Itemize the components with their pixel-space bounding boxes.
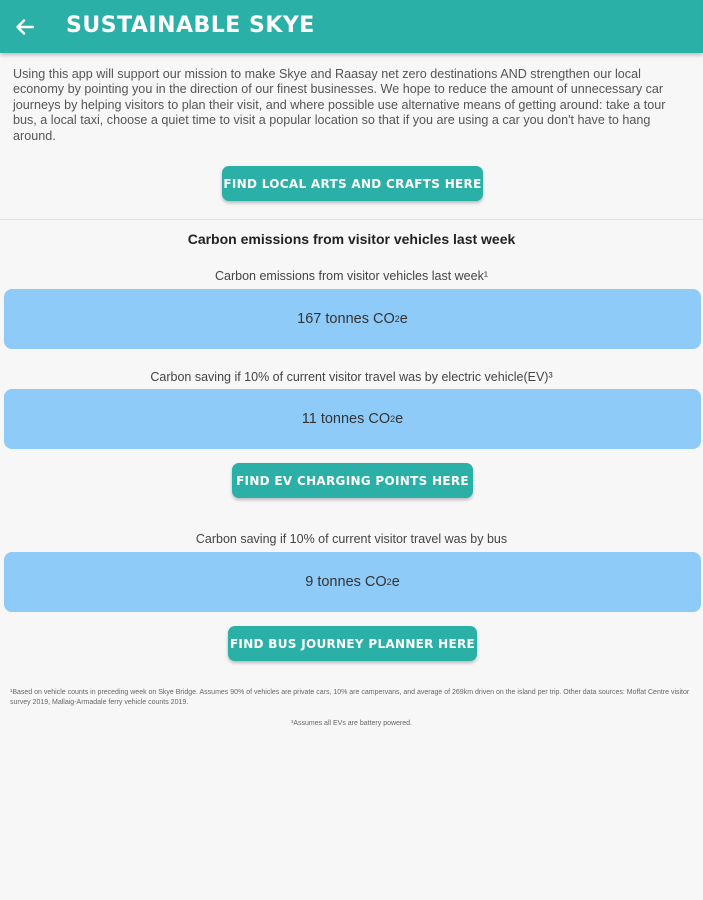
unit-subscript: 2 [390, 414, 396, 424]
unit-prefix: tonnes CO [325, 311, 395, 327]
stat-value-bus-saving: 9 [305, 574, 314, 590]
find-arts-crafts-button[interactable]: FIND LOCAL ARTS AND CRAFTS HERE [222, 166, 483, 201]
page-title: SUSTAINABLE SKYE [66, 13, 315, 38]
stat-label-ev-saving: Carbon saving if 10% of current visitor travel was by electric vehicle(EV)³ [150, 370, 553, 384]
unit-suffix: e [395, 411, 404, 427]
stat-value-emissions: 167 [297, 311, 322, 327]
find-bus-planner-button[interactable]: FIND BUS JOURNEY PLANNER HERE [228, 626, 477, 661]
stat-box-ev-saving [4, 389, 701, 449]
stat-box-bus-saving [4, 552, 701, 612]
intro-text: Using this app will support our mission to make Skye and Raasay net zero destinations AND strengthen our local economy by pointing you in the direction of our finest businesses. We hope to reduce the amount of unnecessary car journeys by helping visitors to plan their visit, and where possible use alternative means of getting around: take a tour bus, a local taxi, choose a quiet time to visit a popular location so that if you are using a car you don't have to hang around. [13, 67, 666, 143]
unit-prefix: tonnes CO [320, 411, 391, 427]
unit-prefix: tonnes CO [317, 574, 387, 590]
stat-label-emissions: Carbon emissions from visitor vehicles last week¹ [214, 269, 488, 283]
stat-label-bus-saving: Carbon saving if 10% of current visitor travel was by bus [195, 532, 508, 546]
unit-subscript: 2 [394, 314, 400, 324]
app-bar [0, 0, 703, 53]
unit-suffix: e [399, 311, 408, 327]
divider [0, 219, 703, 220]
footnote-1: ¹Based on vehicle counts in preceding week on Skye Bridge. Assumes 90% of vehicles are private cars, 10% are campervans, and average of 269km driven on the island per trip. Other data sources: Moffat Centre visitor survey 2019, Mallaig-Armadale ferry vehicle counts 2019. [10, 689, 690, 706]
stat-box-emissions [4, 289, 701, 349]
back-button[interactable] [6, 8, 44, 46]
section-title: Carbon emissions from visitor vehicles last week [187, 231, 516, 247]
stat-value-ev-saving: 11 [301, 411, 317, 427]
unit-suffix: e [391, 574, 400, 590]
arrow-back-icon [16, 19, 34, 35]
unit-subscript: 2 [386, 577, 392, 587]
footnote-3: ³Assumes all EVs are battery powered. [291, 720, 412, 727]
find-ev-charging-button[interactable]: FIND EV CHARGING POINTS HERE [232, 463, 473, 498]
